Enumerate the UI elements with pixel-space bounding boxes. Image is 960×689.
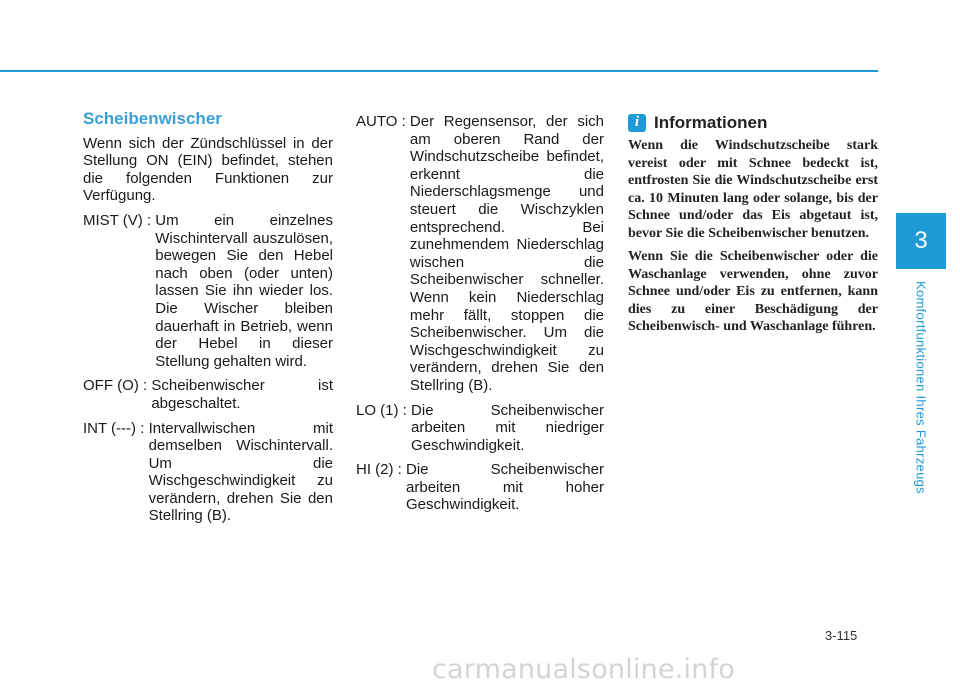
info-header [628, 114, 878, 132]
info-box [628, 114, 878, 342]
top-rule [0, 70, 878, 72]
item-description: Um ein einzelnes Wischintervall auszulösen, bewegen Sie den Hebel nach oben (oder unten) lassen Sie ihn wieder los. Die Wischer bleiben dauerhaft in Betrieb, wenn der Hebel in dieser Stellung gehalten wird. [155, 211, 333, 370]
item-description: Die Scheibenwischer arbeiten mit niedriger Geschwindigkeit. [411, 401, 604, 454]
item-description: Scheibenwischer ist abgeschaltet. [151, 377, 333, 412]
info-paragraph: Wenn Sie die Scheibenwischer oder die Waschanlage verwenden, ohne zuvor Schnee und/oder Eis zu entfernen, kann dies zu einer Beschädigung der Scheibenwisch- und Waschanlage führen. [628, 249, 878, 334]
item-description: Der Regensensor, der sich am oberen Rand der Windschutzscheibe befindet, erkennt die Niederschlagsmenge und steuert die Wischzyklen entsprechend. Bei zunehmendem Niederschlag wischen die Scheibenwischer schneller. Wenn kein Niederschlag mehr fällt, stoppen die Scheibenwischer. Um die Wischgeschwindigkeit zu verändern, drehen Sie den Stellring (B). [409, 113, 604, 394]
chapter-title: Komfortfunktionen Ihres Fahrzeugs [913, 280, 929, 494]
item-description: Die Scheibenwischer arbeiten mit hoher Geschwindigkeit. [406, 461, 604, 514]
list-item: MIST (V) : Um ein einzelnes Wischintervall auszulösen, bewegen Sie den Hebel nach oben (oder unten) lassen Sie ihn wieder los. Die Wischer bleiben dauerhaft in Betrieb, wenn der Hebel in dieser Stellung gehalten wird. [83, 211, 333, 370]
intro-paragraph: Wenn sich der Zündschlüssel in der Stellung ON (EIN) befindet, stehen die folgenden Funktionen zur Verfügung. [83, 134, 333, 205]
chapter-number: 3 [914, 227, 928, 254]
list-item: INT (---) : Intervallwischen mit demselben Wischintervall. Um die Wischgeschwindigkeit zu verändern, drehen Sie den Stellring (B). [83, 419, 333, 525]
info-paragraph: Wenn die Windschutzscheibe stark vereist oder mit Schnee bedeckt ist, entfrosten Sie die Windschutzscheibe erst ca. 10 Minuten lang oder solange, bis der Schnee und/oder das Eis abgetaut ist, bevor Sie die Scheibenwischer benutzen. [628, 138, 878, 241]
section-heading: Scheibenwischer [83, 109, 222, 128]
item-term: OFF (O) [83, 377, 139, 395]
item-term: HI (2) [356, 461, 394, 479]
chapter-number-tab [896, 213, 946, 269]
page-number: 3-115 [825, 628, 858, 643]
list-item: HI (2) : Die Scheibenwischer arbeiten mit hoher Geschwindigkeit. [356, 461, 604, 514]
item-term: LO (1) [356, 401, 399, 419]
list-item: OFF (O) : Scheibenwischer ist abgeschaltet. [83, 377, 333, 412]
list-item: AUTO : Der Regensensor, der sich am oberen Rand der Windschutzscheibe befindet, erkennt die Niederschlagsmenge und steuert die Wischzyklen entsprechend. Bei zunehmendem Niederschlag wischen die Scheibenwischer schneller. Wenn kein Niederschlag mehr fällt, stoppen die Scheibenwischer. Um die Wischgeschwindigkeit zu verändern, drehen Sie den Stellring (B). [356, 113, 604, 394]
info-title: Informationen [654, 113, 768, 133]
watermark: carmanualsonline.info [432, 654, 735, 685]
info-icon-glyph: i [634, 114, 640, 131]
column-left [83, 110, 333, 532]
column-middle [356, 113, 604, 521]
item-term: INT (---) [83, 419, 137, 437]
info-icon [628, 114, 646, 132]
chapter-title-sidebar [896, 282, 946, 492]
item-term: AUTO [356, 113, 398, 130]
item-description: Intervallwischen mit demselben Wischintervall. Um die Wischgeschwindigkeit zu verändern, drehen Sie den Stellring (B). [148, 419, 333, 525]
list-item: LO (1) : Die Scheibenwischer arbeiten mit niedriger Geschwindigkeit. [356, 401, 604, 454]
item-term: MIST (V) [83, 211, 143, 229]
